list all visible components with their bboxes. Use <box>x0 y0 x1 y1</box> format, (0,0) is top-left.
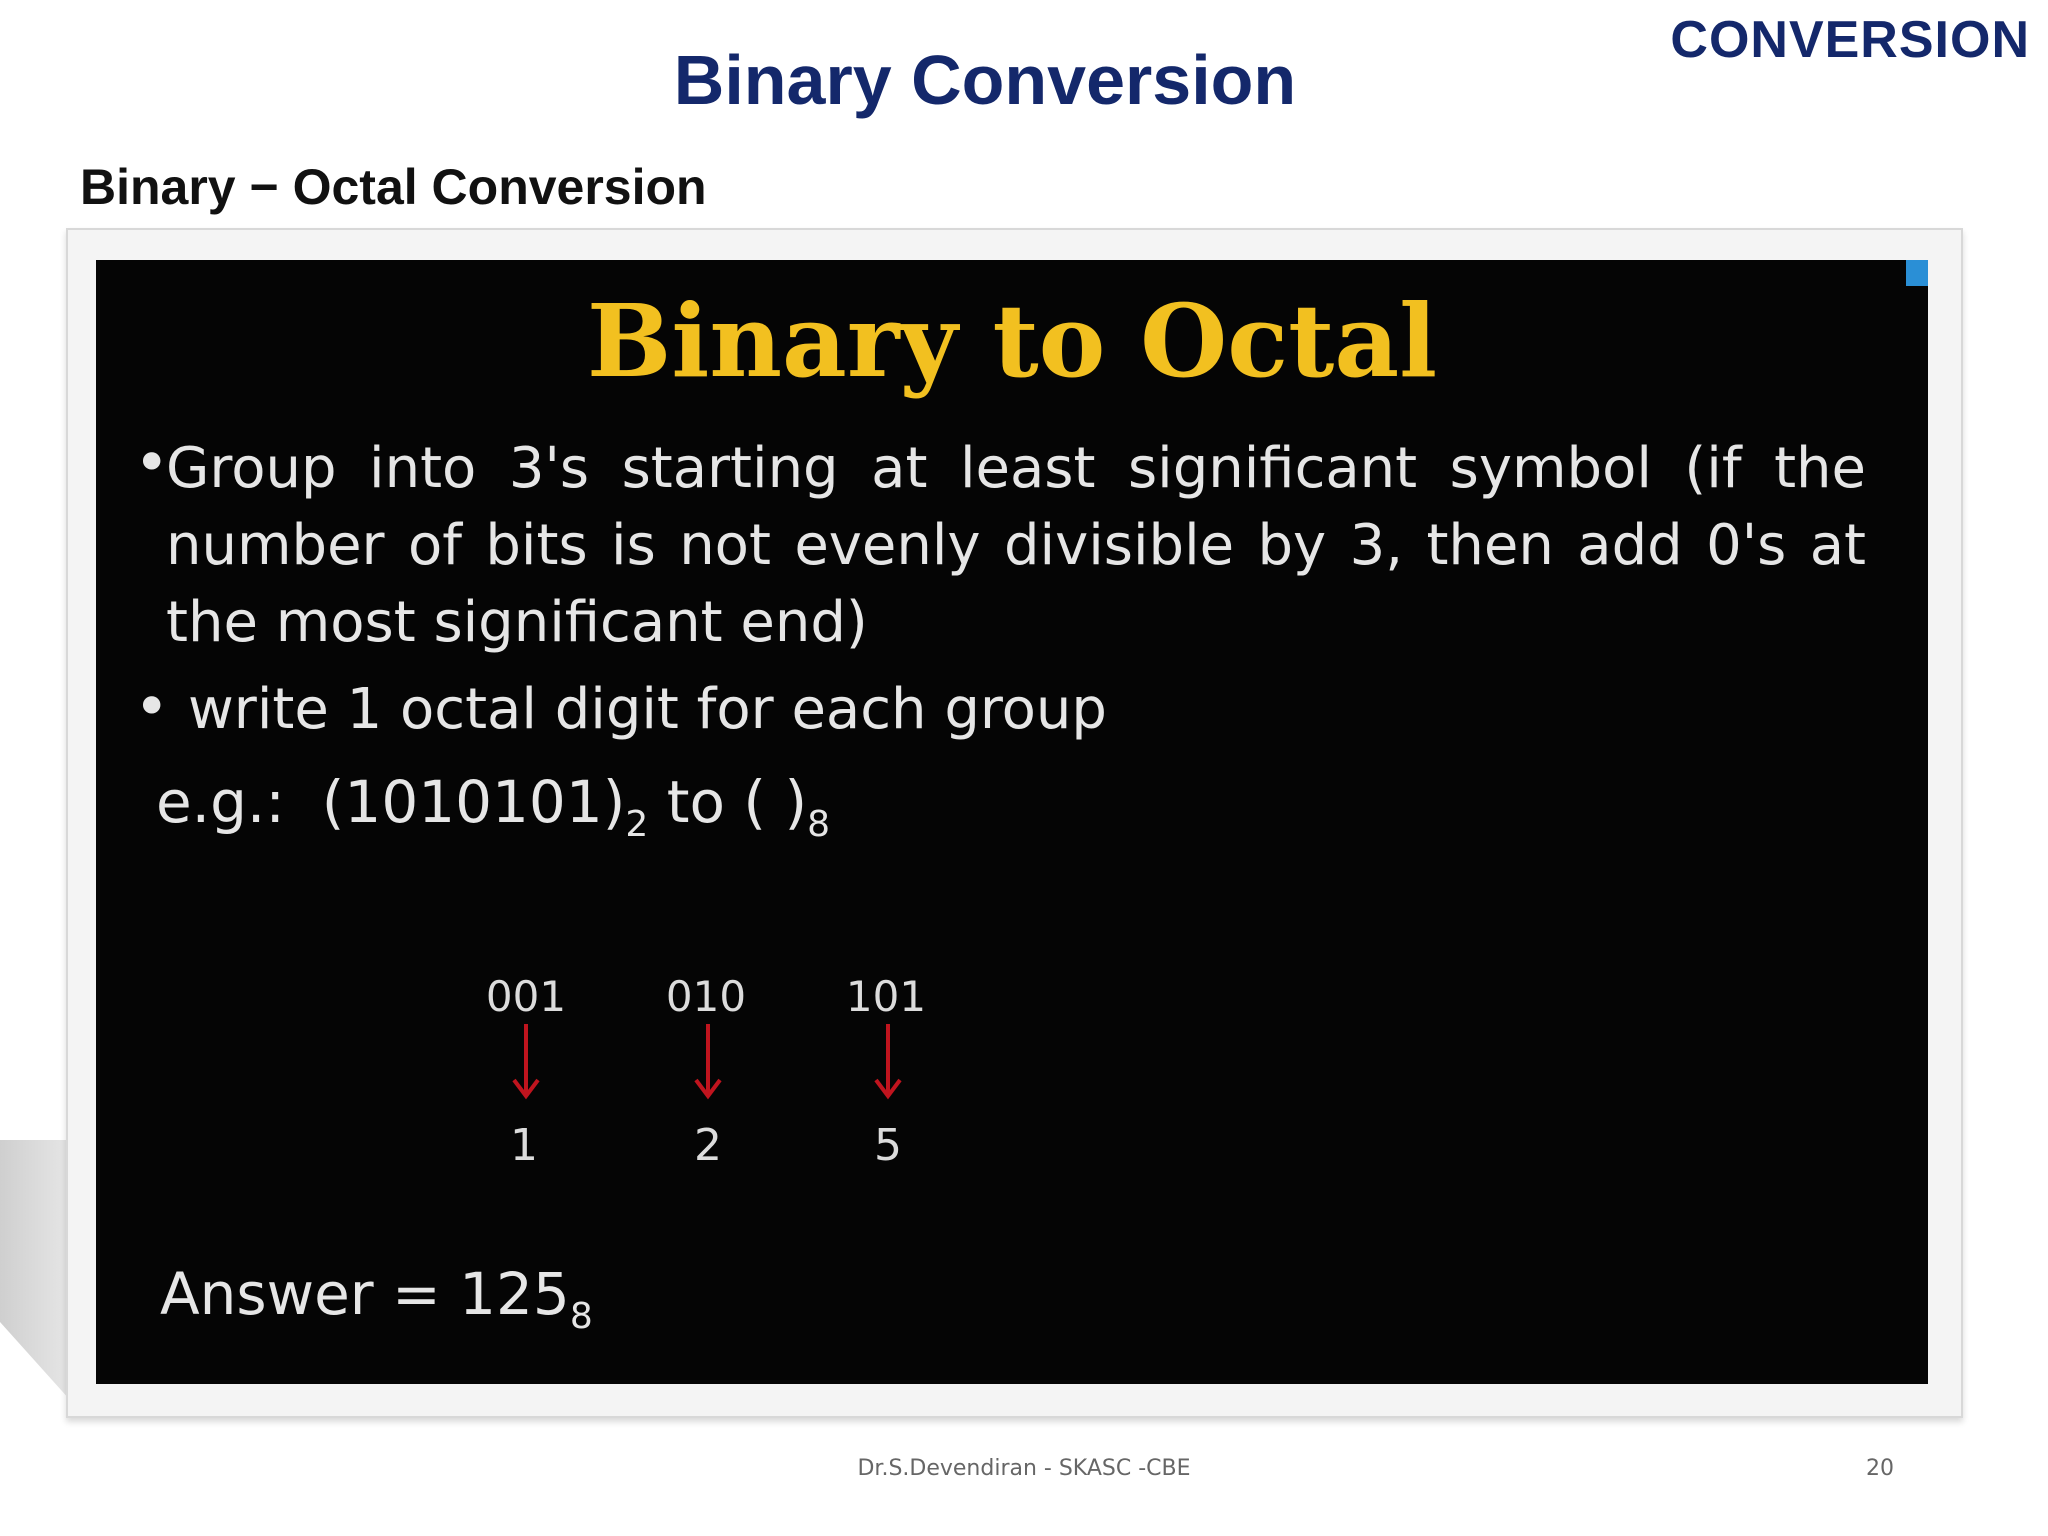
example-middle: to ( ) <box>648 768 808 836</box>
decorative-shadow <box>0 1140 70 1400</box>
octal-digit-3: 5 <box>874 1120 902 1171</box>
example-prefix: e.g.: <box>156 768 285 836</box>
answer-equals: = <box>392 1260 441 1328</box>
answer-base: 8 <box>569 1296 593 1337</box>
slide-board <box>96 260 1928 1384</box>
footer-author: Dr.S.Devendiran - SKASC -CBE <box>857 1456 1191 1481</box>
octal-digit-2: 2 <box>694 1120 722 1171</box>
example-binary: (1010101) <box>321 768 626 836</box>
page-title: Binary Conversion <box>673 41 1297 119</box>
page-number: 20 <box>1866 1456 1894 1481</box>
answer-line <box>160 1260 593 1337</box>
embedded-image-frame <box>66 228 1963 1418</box>
group-bits-2: 010 <box>665 972 747 1021</box>
group-bits-3: 101 <box>845 972 927 1021</box>
bullet-icon: • <box>134 428 170 498</box>
down-arrow-icon <box>506 1022 546 1102</box>
example-target-base: 8 <box>807 804 830 845</box>
answer-value: 125 <box>459 1260 570 1328</box>
octal-digit-1: 1 <box>510 1120 538 1171</box>
bullet-icon: • <box>134 672 170 742</box>
bullet-text-write-digit: write 1 octal digit for each group <box>188 677 1107 742</box>
answer-label: Answer <box>160 1260 374 1328</box>
group-bits-1: 001 <box>485 972 567 1021</box>
down-arrow-icon <box>868 1022 908 1102</box>
board-title: Binary to Octal <box>586 282 1438 400</box>
page-subtitle: Binary − Octal Conversion <box>80 159 707 215</box>
example-line <box>156 768 830 845</box>
bullet-text-grouping: Group into 3's starting at least significant symbol (if the number of bits is not evenly divisible by 3, then add 0's at the most significant end) <box>166 436 1866 655</box>
example-binary-base: 2 <box>625 804 649 845</box>
down-arrow-icon <box>688 1022 728 1102</box>
section-label: CONVERSION <box>1670 11 2030 69</box>
